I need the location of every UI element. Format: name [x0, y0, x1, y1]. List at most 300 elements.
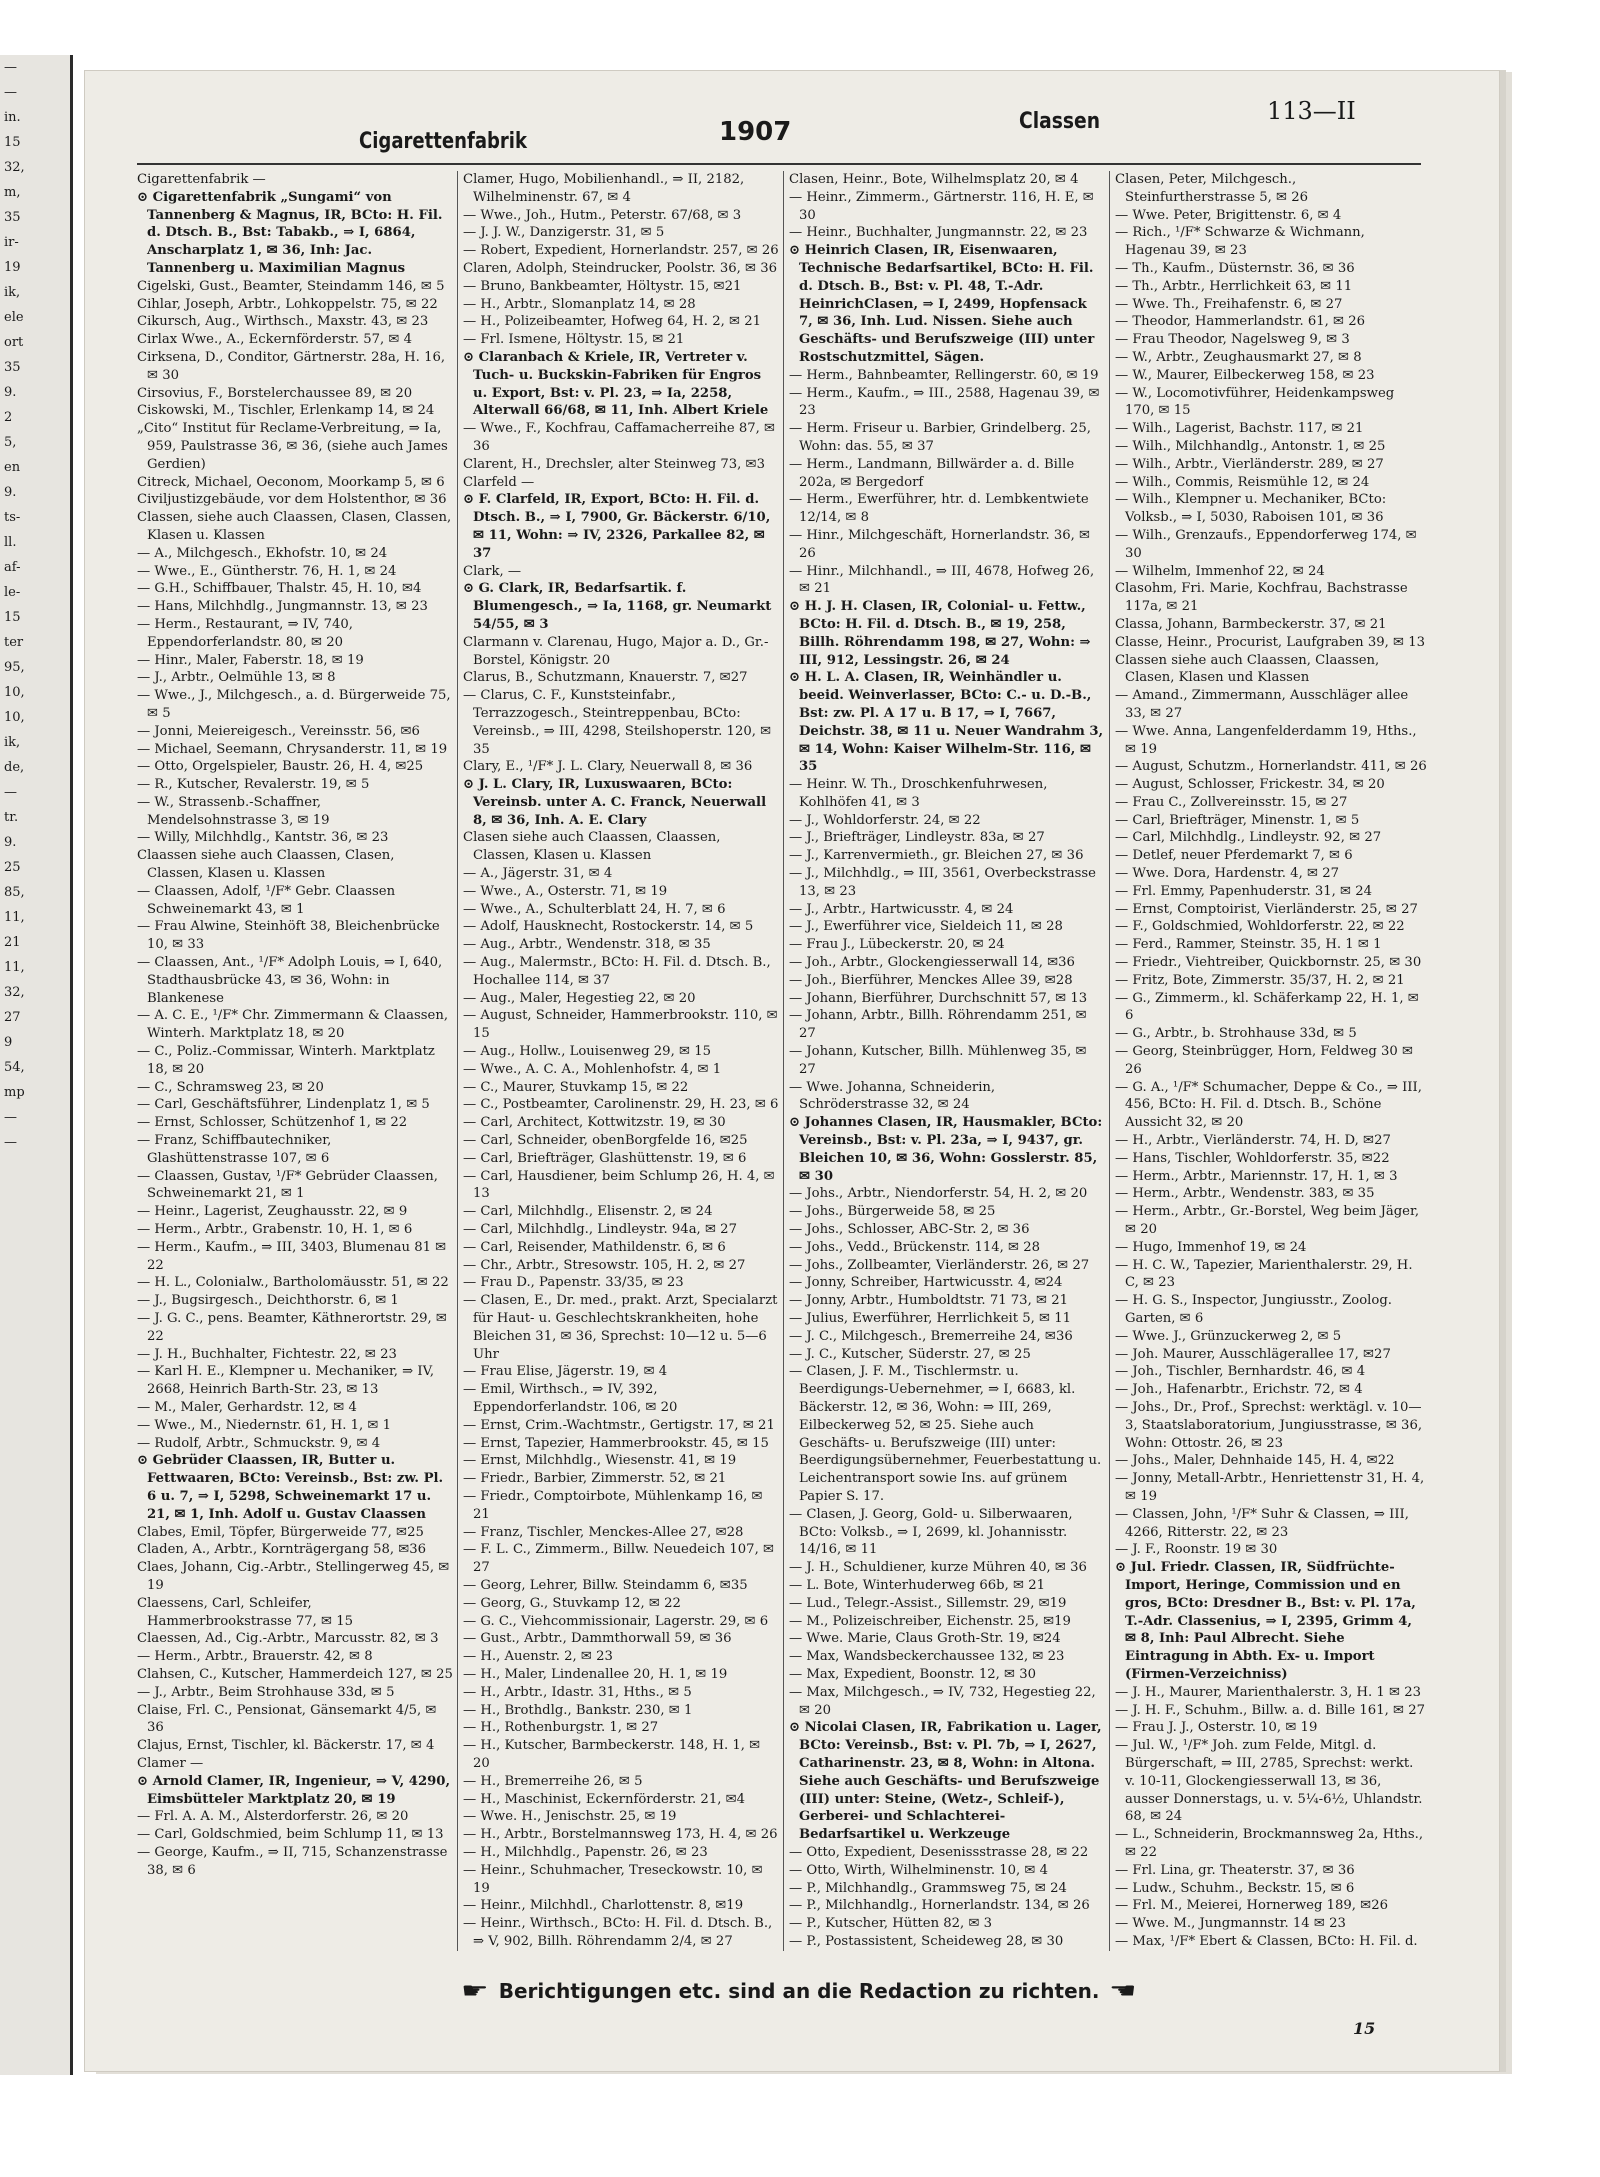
directory-entry: — P., Postassistent, Scheideweg 28, ✉ 30	[789, 1933, 1064, 1949]
prev-page-fragment: ele	[4, 310, 24, 325]
directory-entry: ⊙ Johannes Clasen, IR, Hausmakler, BCto: Vereinsb., Bst: v. Pl. 23a, ⇒ I, 9437, gr. Bleichen 10, ✉ 36, Wohn: Gosslerstr. 85, ✉ 30	[789, 1115, 1103, 1184]
directory-entry: Classe, Heinr., Procurist, Laufgraben 39, ✉ 13	[1115, 634, 1426, 650]
directory-entry: — Hinr., Milchgeschäft, Hornerlandstr. 36, ✉ 26	[789, 527, 1091, 561]
header-left-keyword: Cigarettenfabrik	[359, 129, 527, 154]
directory-entry: — G.H., Schiffbauer, Thalstr. 45, H. 10, ✉4	[137, 581, 422, 597]
directory-entry: — H. C. W., Tapezier, Marienthalerstr. 29, H. C, ✉ 23	[1115, 1257, 1413, 1291]
pointing-hand-icon: ☛	[461, 1979, 489, 2004]
directory-entry: — C., Maurer, Stuvkamp 15, ✉ 22	[463, 1079, 689, 1095]
directory-entry: — Johs., Zollbeamter, Vierländerstr. 26, ✉ 27	[789, 1257, 1090, 1273]
directory-entry: — Heinr., Wirthsch., BCto: H. Fil. d. Dtsch. B., ⇒ V, 902, Billh. Röhrendamm 2/4, ✉ 27	[463, 1916, 773, 1949]
directory-entry: — H., Arbtr., Vierländerstr. 74, H. D, ✉27	[1115, 1133, 1391, 1149]
directory-entry: — Jonny, Arbtr., Humboldtstr. 71 73, ✉ 21	[789, 1293, 1068, 1309]
directory-entry: — Wwe., Joh., Hutm., Peterstr. 67/68, ✉ 3	[463, 207, 742, 223]
directory-entry: — H., Arbtr., Borstelmannsweg 173, H. 4, ✉ 26	[463, 1827, 778, 1843]
directory-entry: — Aug., Malermstr., BCto: H. Fil. d. Dtsch. B., Hochallee 114, ✉ 37	[463, 955, 771, 988]
prev-page-fragment: 10,	[4, 710, 25, 725]
directory-entry: Classa, Johann, Barmbeckerstr. 37, ✉ 21	[1115, 616, 1387, 632]
directory-entry: — M., Maler, Gerhardstr. 12, ✉ 4	[137, 1399, 357, 1415]
directory-entry: — Carl, Hausdiener, beim Schlump 26, H. 4, ✉ 13	[463, 1168, 775, 1202]
directory-entry: — Johs., Arbtr., Niendorferstr. 54, H. 2, ✉ 20	[789, 1186, 1088, 1202]
prev-page-fragment: 35	[4, 360, 21, 375]
directory-entry: — Ernst, Milchhdlg., Wiesenstr. 41, ✉ 19	[463, 1453, 737, 1469]
directory-entry: Clasen, Peter, Milchgesch., Steinfurtherstrasse 5, ✉ 26	[1115, 172, 1308, 205]
directory-entry: ⊙ Claranbach & Kriele, IR, Vertreter v. Tuch- u. Buckskin-Fabriken für Engros u. Export, Bst: v. Pl. 23, ⇒ Ia, 2258, Alterwall 66/68, ✉ 11, Inh. Albert Kriele	[463, 349, 769, 419]
prev-page-fragment: 9.	[4, 835, 17, 850]
directory-entry: — Wilh., Milchhandlg., Antonstr. 1, ✉ 25	[1115, 438, 1386, 454]
directory-entry: Civiljustizgebäude, vor dem Holstenthor, ✉ 36	[137, 492, 447, 508]
sheet-number: 15	[1353, 2019, 1376, 2038]
directory-entry: — H., Bremerreihe 26, ✉ 5	[463, 1773, 643, 1789]
directory-entry: Cikursch, Aug., Wirthsch., Maxstr. 43, ✉ 23	[137, 314, 429, 330]
directory-entry: Clary, E., ¹/F* J. L. Clary, Neuerwall 8, ✉ 36	[463, 759, 753, 775]
prev-page-fragment: in.	[4, 110, 21, 125]
prev-page-fragment: 35	[4, 210, 21, 225]
directory-entry: — Hinr., Milchhandl., ⇒ III, 4678, Hofweg 26, ✉ 21	[789, 563, 1095, 597]
directory-entry: — Ernst, Crim.-Wachtmstr., Gertigstr. 17, ✉ 21	[463, 1417, 775, 1433]
directory-entry: — J. H. F., Schuhm., Billw. a. d. Bille 161, ✉ 27	[1115, 1702, 1425, 1718]
directory-entry: — Jonny, Schreiber, Hartwicusstr. 4, ✉24	[789, 1275, 1063, 1291]
directory-entry: — Clarus, C. F., Kunststeinfabr., Terrazzogesch., Steintreppenbau, BCto: Vereinsb., ⇒ III, 4298, Steilshoperstr. 120, ✉ 35	[463, 688, 772, 757]
prev-page-fragment: —	[4, 1110, 17, 1125]
directory-entry: — Friedr., Comptoirbote, Mühlenkamp 16, ✉ 21	[463, 1488, 763, 1522]
directory-entry: — Herm., Bahnbeamter, Rellingerstr. 60, ✉ 19	[789, 367, 1099, 383]
directory-entry: — J. F., Roonstr. 19 ✉ 30	[1115, 1542, 1278, 1558]
directory-entry: — Frl. A. A. M., Alsterdorferstr. 26, ✉ 20	[137, 1809, 409, 1825]
directory-entry: — Johs., Schlosser, ABC-Str. 2, ✉ 36	[789, 1222, 1030, 1238]
directory-entry: — Claassen, Ant., ¹/F* Adolph Louis, ⇒ I, 640, Stadthausbrücke 43, ✉ 36, Wohn: in Blankenese	[137, 955, 443, 1006]
prev-page-fragment: tr.	[4, 810, 19, 825]
directory-entry: — August, Schutzm., Hornerlandstr. 411, ✉ 26	[1115, 759, 1427, 775]
directory-entry: — Gust., Arbtr., Dammthorwall 59, ✉ 36	[463, 1631, 732, 1647]
directory-entry: — H., Maler, Lindenallee 20, H. 1, ✉ 19	[463, 1666, 728, 1682]
directory-entry: — Otto, Wirth, Wilhelminenstr. 10, ✉ 4	[789, 1862, 1049, 1878]
directory-entry: — Rich., ¹/F* Schwarze & Wichmann, Hagenau 39, ✉ 23	[1115, 225, 1365, 259]
directory-entry: — Michael, Seemann, Chrysanderstr. 11, ✉ 19	[137, 741, 448, 757]
directory-entry: — Wilhelm, Immenhof 22, ✉ 24	[1115, 563, 1325, 579]
prev-page-fragment: ll.	[4, 535, 17, 550]
page-footer	[85, 1979, 1499, 2019]
prev-page-fragment: de,	[4, 760, 25, 775]
directory-entry: — P., Kutscher, Hütten 82, ✉ 3	[789, 1916, 993, 1932]
directory-entry: — Ernst, Comptoirist, Vierländerstr. 25, ✉ 27	[1115, 901, 1418, 917]
directory-entry: — Carl, Architect, Kottwitzstr. 19, ✉ 30	[463, 1115, 726, 1131]
prev-page-fragment: —	[4, 1135, 17, 1150]
directory-entry: Classen siehe auch Claassen, Claassen, Clasen, Klasen und Klassen	[1115, 652, 1380, 686]
directory-entry: — Wwe., E., Güntherstr. 76, H. 1, ✉ 24	[137, 563, 397, 579]
directory-entry: Claden, A., Arbtr., Kornträgergang 58, ✉36	[137, 1542, 427, 1558]
corrections-note-text: Berichtigungen etc. sind an die Redaction zu richten.	[498, 1979, 1100, 2003]
directory-entry: — Wwe. Peter, Brigittenstr. 6, ✉ 4	[1115, 207, 1342, 223]
directory-entry: — A., Jägerstr. 31, ✉ 4	[463, 866, 613, 882]
directory-entry: — Georg, Lehrer, Billw. Steindamm 6, ✉35	[463, 1577, 748, 1593]
directory-entry: — Carl, Briefträger, Glashüttenstr. 19, ✉ 6	[463, 1150, 747, 1166]
directory-entry: — Th., Kaufm., Düsternstr. 36, ✉ 36	[1115, 260, 1355, 276]
directory-entry: — Detlef, neuer Pferdemarkt 7, ✉ 6	[1115, 848, 1353, 864]
directory-entry: ⊙ G. Clark, IR, Bedarfsartik. f. Blumengesch., ⇒ Ia, 1168, gr. Neumarkt 54/55, ✉ 3	[463, 581, 772, 632]
header-right-keyword: Classen	[1019, 109, 1101, 134]
directory-entry: — Herm. Friseur u. Barbier, Grindelberg. 25, Wohn: das. 55, ✉ 37	[789, 421, 1091, 454]
directory-entry: ⊙ Arnold Clamer, IR, Ingenieur, ⇒ V, 4290, Eimsbütteler Marktplatz 20, ✉ 19	[137, 1773, 451, 1807]
prev-page-fragment: m,	[4, 185, 21, 200]
directory-entry: — Joh., Hafenarbtr., Erichstr. 72, ✉ 4	[1115, 1382, 1363, 1398]
directory-entry: — Clasen, E., Dr. med., prakt. Arzt, Specialarzt für Haut- u. Geschlechtskrankheiten, hohe Bleichen 31, ✉ 36, Sprechst: 10—12 u. 5—6 Uhr	[463, 1293, 778, 1362]
directory-entry: — Wwe. Dora, Hardenstr. 4, ✉ 27	[1115, 866, 1339, 882]
directory-entry: — Heinr. W. Th., Droschkenfuhrwesen, Kohlhöfen 41, ✉ 3	[789, 777, 1048, 810]
directory-entry: — Carl, Milchhdlg., Lindleystr. 94a, ✉ 27	[463, 1222, 737, 1238]
directory-entry: Claise, Frl. C., Pensionat, Gänsemarkt 4/5, ✉ 36	[137, 1702, 437, 1736]
directory-entry: — Wwe. M., Jungmannstr. 14 ✉ 23	[1115, 1916, 1346, 1932]
column-4	[1115, 171, 1427, 1951]
directory-entry: — Herm., Arbtr., Gr.-Borstel, Weg beim Jäger, ✉ 20	[1115, 1204, 1420, 1238]
directory-entry: — Hans, Tischler, Wohldorferstr. 35, ✉22	[1115, 1150, 1390, 1166]
directory-entry: — Max, Expedient, Boonstr. 12, ✉ 30	[789, 1666, 1037, 1682]
directory-entry: — Heinr., Schuhmacher, Treseckowstr. 10, ✉ 19	[463, 1862, 763, 1896]
directory-entry: ⊙ Gebrüder Claassen, IR, Butter u. Fettwaaren, BCto: Vereinsb., Bst: zw. Pl. 6 u. 7, ⇒ I, 5298, Schweinemarkt 17 u. 21, ✉ 1, Inh. Adolf u. Gustav Claassen	[137, 1453, 444, 1522]
column-1	[137, 171, 453, 1951]
prev-page-fragment: 54,	[4, 1060, 25, 1075]
directory-entry: — Th., Arbtr., Herrlichkeit 63, ✉ 11	[1115, 278, 1353, 294]
directory-entry: — Frau D., Papenstr. 33/35, ✉ 23	[463, 1275, 684, 1291]
directory-entry: — Heinr., Zimmerm., Gärtnerstr. 116, H. E, ✉ 30	[789, 189, 1094, 223]
directory-entry: ⊙ F. Clarfeld, IR, Export, BCto: H. Fil. d. Dtsch. B., ⇒ I, 7900, Gr. Bäckerstr. 6/10, ✉ 11, Wohn: ⇒ IV, 2326, Parkallee 82, ✉ 37	[463, 492, 771, 561]
directory-entry: — G. A., ¹/F* Schumacher, Deppe & Co., ⇒ III, 456, BCto: H. Fil. d. Dtsch. B., Schöne Aussicht 32, ✉ 20	[1115, 1079, 1422, 1131]
directory-entry: — H., Auenstr. 2, ✉ 23	[463, 1649, 613, 1665]
directory-entry: — Classen, John, ¹/F* Suhr & Classen, ⇒ III, 4266, Ritterstr. 22, ✉ 23	[1115, 1506, 1409, 1540]
directory-entry: — Wilh., Klempner u. Mechaniker, BCto: Volksb., ⇒ I, 5030, Raboisen 101, ✉ 36	[1115, 492, 1387, 526]
directory-entry: — Frau Alwine, Steinhöft 38, Bleichenbrücke 10, ✉ 33	[137, 919, 440, 953]
directory-entry: — Ludw., Schuhm., Beckstr. 15, ✉ 6	[1115, 1880, 1355, 1896]
directory-entry: — Julius, Ewerführer, Herrlichkeit 5, ✉ 11	[789, 1311, 1072, 1326]
directory-entry: — Amand., Zimmermann, Ausschläger allee 33, ✉ 27	[1115, 688, 1409, 721]
directory-entry: — Carl, Reisender, Mathildenstr. 6, ✉ 6	[463, 1239, 726, 1255]
directory-entry: — J., Arbtr., Beim Strohhause 33d, ✉ 5	[137, 1684, 395, 1700]
directory-entry: — H., Kutscher, Barmbeckerstr. 148, H. 1, ✉ 20	[463, 1738, 761, 1771]
directory-entry: — R., Kutscher, Revalerstr. 19, ✉ 5	[137, 777, 370, 793]
header-year: 1907	[719, 117, 792, 147]
directory-entry: ⊙ Jul. Friedr. Classen, IR, Südfrüchte-Import, Heringe, Commission und en gros, BCto: Dresdner B., Bst: v. Pl. 17a, T.-Adr. Classenius, ⇒ I, 2395, Grimm 4, ✉ 8, Inh: Paul Albrecht. Siehe Eintragung in Abth. Ex- u. Import (Firmen-Verzeichniss)	[1115, 1560, 1416, 1682]
directory-entry: — Herm., Arbtr., Brauerstr. 42, ✉ 8	[137, 1649, 373, 1665]
prev-page-fragment: 95,	[4, 660, 25, 675]
directory-entry: — Heinr., Milchhdl., Charlottenstr. 8, ✉19	[463, 1898, 744, 1914]
page-header	[85, 71, 1499, 157]
directory-entry: ⊙ Nicolai Clasen, IR, Fabrikation u. Lager, BCto: Vereinsb., Bst: v. Pl. 7b, ⇒ I, 2627, Catharinenstr. 23, ✉ 8, Wohn: in Altona. Siehe auch Geschäfts- und Berufszweige (III) unter: Steine, (Wetz-, Schleif-), Gerberei- und Schlachterei-Bedarfsartikel u. Werkzeuge	[789, 1720, 1102, 1843]
directory-entry: — G., Zimmerm., kl. Schäferkamp 22, H. 1, ✉ 6	[1115, 990, 1419, 1024]
directory-entry: — H. L., Colonialw., Bartholomäusstr. 51, ✉ 22	[137, 1275, 449, 1291]
directory-entry: — Joh., Arbtr., Glockengiesserwall 14, ✉36	[789, 955, 1075, 971]
directory-entry: — F., Goldschmied, Wohldorferstr. 22, ✉ 22	[1115, 919, 1405, 935]
directory-entry: — Wwe., F., Kochfrau, Caffamacherreihe 87, ✉ 36	[463, 421, 776, 454]
directory-entry: — J., Karrenvermieth., gr. Bleichen 27, ✉ 36	[789, 848, 1084, 864]
directory-entry: — Max, Milchgesch., ⇒ IV, 732, Hegestieg 22, ✉ 20	[789, 1684, 1096, 1718]
directory-entry: — Emil, Wirthsch., ⇒ IV, 392, Eppendorferlandstr. 106, ✉ 20	[463, 1382, 678, 1415]
directory-entry: — Rudolf, Arbtr., Schmuckstr. 9, ✉ 4	[137, 1435, 381, 1451]
directory-entry: — Wwe., J., Milchgesch., a. d. Bürgerweide 75, ✉ 5	[137, 688, 451, 721]
directory-page	[84, 70, 1500, 2072]
prev-page-fragment: af-	[4, 560, 21, 575]
directory-entry: — Wilh., Lagerist, Bachstr. 117, ✉ 21	[1115, 421, 1364, 437]
directory-entry: — Joh., Tischler, Bernhardstr. 46, ✉ 4	[1115, 1364, 1366, 1380]
directory-entry: — Wwe., A. C. A., Mohlenhofstr. 4, ✉ 1	[463, 1061, 722, 1077]
directory-entry: ⊙ H. J. H. Clasen, IR, Colonial- u. Fettw., BCto: H. Fil. d. Dtsch. B., ✉ 19, 258, Billh. Röhrendamm 198, ✉ 27, Wohn: ⇒ III, 912, Lessingstr. 26, ✉ 24	[789, 599, 1091, 668]
directory-entry: — Robert, Expedient, Hornerlandstr. 257, ✉ 26	[463, 243, 779, 259]
directory-entry: Citreck, Michael, Oeconom, Moorkamp 5, ✉ 6	[137, 474, 445, 490]
directory-entry: — Wwe., M., Niedernstr. 61, H. 1, ✉ 1	[137, 1417, 392, 1433]
prev-page-fragment: mp	[4, 1085, 25, 1100]
directory-entry: — Jonny, Metall-Arbtr., Henriettenstr 31, H. 4, ✉ 19	[1115, 1471, 1425, 1504]
directory-entry: ⊙ H. L. A. Clasen, IR, Weinhändler u. beeid. Weinverlasser, BCto: C.- u. D.-B., Bst: zw. Pl. A 17 u. B 17, ⇒ I, 7667, Deichstr. 38, ✉ 11 u. Neuer Wandrahm 3, ✉ 14, Wohn: Kaiser Wilhelm-Str. 116, ✉ 35	[789, 670, 1104, 775]
directory-entry: — August, Schneider, Hammerbrookstr. 110, ✉ 15	[463, 1008, 778, 1042]
directory-entry: — W., Strassenb.-Schaffner, Mendelsohnstrasse 3, ✉ 19	[137, 794, 330, 828]
directory-entry: — Jul. W., ¹/F* Joh. zum Felde, Mitgl. d. Bürgerschaft, ⇒ III, 2785, Sprechst: werkt. v. 10-11, Glockengiesserwall 13, ✉ 36, ausser Donnerstags, u. v. 5¼-6½, Uhlandstr. 68, ✉ 24	[1115, 1738, 1423, 1825]
directory-entry: — Joh. Maurer, Ausschlägerallee 17, ✉27	[1115, 1346, 1391, 1362]
directory-entry: Cirksena, D., Conditor, Gärtnerstr. 28a, H. 16, ✉ 30	[137, 349, 446, 383]
directory-entry: Classen, siehe auch Claassen, Clasen, Classen, Klasen u. Klassen	[137, 510, 452, 543]
prev-page-fragment: 9.	[4, 385, 17, 400]
directory-entry: — H. G. S., Inspector, Jungiusstr., Zoolog. Garten, ✉ 6	[1115, 1293, 1392, 1326]
directory-entry: — Frl. Emmy, Papenhuderstr. 31, ✉ 24	[1115, 883, 1373, 899]
directory-entry: Clamer —	[137, 1755, 204, 1771]
directory-entry: Cirlax Wwe., A., Eckernförderstr. 57, ✉ 4	[137, 332, 413, 348]
directory-entry: — H., Rothenburgstr. 1, ✉ 27	[463, 1720, 659, 1736]
directory-entry: Clasen siehe auch Claassen, Claassen, Classen, Klasen u. Klassen	[463, 830, 721, 864]
directory-entry: — L., Schneiderin, Brockmannsweg 2a, Hths., ✉ 22	[1115, 1827, 1424, 1860]
directory-entry: Clarus, B., Schutzmann, Knauerstr. 7, ✉27	[463, 670, 748, 686]
directory-entry: — Wwe. H., Jenischstr. 25, ✉ 19	[463, 1809, 677, 1825]
prev-page-fragment: 19	[4, 260, 21, 275]
prev-page-fragment: 9.	[4, 485, 17, 500]
directory-entry: — Max, ¹/F* Ebert & Classen, BCto: H. Fil. d.	[1115, 1933, 1418, 1949]
directory-entry: — Frl. M., Meierei, Hornerweg 189, ✉26	[1115, 1898, 1389, 1914]
directory-entry: — J. C., Kutscher, Süderstr. 27, ✉ 25	[789, 1346, 1031, 1362]
prev-page-fragment: 11,	[4, 910, 25, 925]
directory-entry: — Joh., Bierführer, Menckes Allee 39, ✉28	[789, 972, 1073, 988]
directory-entry: „Cito“ Institut für Reclame-Verbreitung, ⇒ Ia, 959, Paulstrasse 36, ✉ 36, (siehe auch James Gerdien)	[137, 421, 448, 472]
directory-entry: — Herm., Arbtr., Mariennstr. 17, H. 1, ✉ 3	[1115, 1168, 1398, 1184]
directory-entry: ⊙ Heinrich Clasen, IR, Eisenwaaren, Technische Bedarfsartikel, BCto: H. Fil. d. Dtsch. B., Bst: v. Pl. 48, T.-Adr. HeinrichClasen, ⇒ I, 2499, Hopfensack 7, ✉ 36, Inh. Lud. Nissen. Siehe auch Geschäfts- und Berufszweige (III) unter Rostschutzmittel, Sägen.	[789, 243, 1095, 365]
entry-columns	[137, 171, 1427, 1951]
directory-entry: — H., Maschinist, Eckernförderstr. 21, ✉4	[463, 1791, 746, 1807]
directory-entry: — Herm., Restaurant, ⇒ IV, 740, Eppendorferlandstr. 80, ✉ 20	[137, 616, 353, 650]
prev-page-fragment: 5,	[4, 435, 17, 450]
directory-entry: — Hans, Milchhdlg., Jungmannstr. 13, ✉ 23	[137, 599, 428, 615]
directory-entry: — H., Arbtr., Idastr. 31, Hths., ✉ 5	[463, 1684, 692, 1700]
prev-page-fragment: 32,	[4, 985, 25, 1000]
directory-entry: — Herm., Arbtr., Wendenstr. 383, ✉ 35	[1115, 1186, 1375, 1202]
prev-page-fragment: 27	[4, 1010, 21, 1025]
directory-entry: — Wwe. Th., Freihafenstr. 6, ✉ 27	[1115, 296, 1343, 312]
directory-entry: — Ferd., Rammer, Steinstr. 35, H. 1 ✉ 1	[1115, 937, 1382, 953]
directory-entry: — Claassen, Gustav, ¹/F* Gebrüder Claassen, Schweinemarkt 21, ✉ 1	[137, 1168, 438, 1202]
directory-entry: — Friedr., Viehtreiber, Quickbornstr. 25, ✉ 30	[1115, 955, 1422, 971]
directory-entry: — Wwe. Anna, Langenfelderdamm 19, Hths., ✉ 19	[1115, 723, 1417, 757]
directory-entry: — H., Polizeibeamter, Hofweg 64, H. 2, ✉ 21	[463, 314, 761, 330]
prev-page-fragment: 85,	[4, 885, 25, 900]
directory-entry: — Herm., Kaufm., ⇒ III., 2588, Hagenau 39, ✉ 23	[789, 385, 1100, 419]
directory-entry: — Frau Theodor, Nagelsweg 9, ✉ 3	[1115, 332, 1350, 348]
column-divider	[457, 171, 458, 1951]
directory-entry: Claren, Adolph, Steindrucker, Poolstr. 36, ✉ 36	[463, 260, 778, 276]
directory-entry: — J. J. W., Danzigerstr. 31, ✉ 5	[463, 225, 665, 241]
directory-entry: — Wilh., Arbtr., Vierländerstr. 289, ✉ 27	[1115, 456, 1384, 472]
directory-entry: Cihlar, Joseph, Arbtr., Lohkoppelstr. 75, ✉ 22	[137, 296, 438, 312]
prev-page-fragment: 9	[4, 1035, 13, 1050]
directory-entry: — J. G. C., pens. Beamter, Käthnerortstr. 29, ✉ 22	[137, 1311, 447, 1344]
directory-entry: — Johs., Bürgerweide 58, ✉ 25	[789, 1204, 996, 1220]
directory-entry: Clabes, Emil, Töpfer, Bürgerweide 77, ✉25	[137, 1524, 424, 1540]
directory-entry: ⊙ J. L. Clary, IR, Luxuswaaren, BCto: Vereinsb. unter A. C. Franck, Neuerwall 8, ✉ 36, Inh. A. E. Clary	[463, 777, 767, 828]
column-3	[789, 171, 1105, 1951]
directory-entry: Claessens, Carl, Schleifer, Hammerbrookstrasse 77, ✉ 15	[137, 1595, 354, 1629]
directory-entry: — C., Schramsweg 23, ✉ 20	[137, 1079, 324, 1095]
directory-entry: — Frl. Lina, gr. Theaterstr. 37, ✉ 36	[1115, 1862, 1355, 1878]
prev-page-fragment: ir-	[4, 235, 19, 250]
directory-entry: — Otto, Orgelspieler, Baustr. 26, H. 4, ✉25	[137, 759, 424, 775]
page-number: 113—II	[1267, 97, 1356, 125]
directory-entry: — J., Wohldorferstr. 24, ✉ 22	[789, 812, 981, 828]
directory-entry: — Frau J., Lübeckerstr. 20, ✉ 24	[789, 937, 1005, 953]
directory-entry: — P., Milchhandlg., Grammsweg 75, ✉ 24	[789, 1880, 1067, 1896]
directory-entry: — Wilh., Commis, Reismühle 12, ✉ 24	[1115, 474, 1370, 490]
directory-entry: Clarmann v. Clarenau, Hugo, Major a. D., Gr.-Borstel, Königstr. 20	[463, 634, 769, 668]
directory-entry: Claassen siehe auch Claassen, Clasen, Classen, Klasen u. Klassen	[137, 848, 395, 882]
directory-entry: — C., Postbeamter, Carolinenstr. 29, H. 23, ✉ 6	[463, 1097, 779, 1113]
directory-entry: — Lud., Telegr.-Assist., Sillemstr. 29, ✉19	[789, 1595, 1067, 1611]
directory-entry: — Carl, Milchhdlg., Lindleystr. 92, ✉ 27	[1115, 830, 1382, 846]
directory-entry: — C., Poliz.-Commissar, Winterh. Marktplatz 18, ✉ 20	[137, 1044, 435, 1077]
prev-page-fragment: le-	[4, 585, 21, 600]
directory-entry: Clajus, Ernst, Tischler, kl. Bäckerstr. 17, ✉ 4	[137, 1738, 435, 1754]
directory-entry: — J. C., Milchgesch., Bremerreihe 24, ✉36	[789, 1328, 1073, 1344]
previous-page-edge	[0, 55, 73, 2075]
directory-entry: Clarent, H., Drechsler, alter Steinweg 73, ✉3	[463, 456, 765, 472]
directory-entry: — A. C. E., ¹/F* Chr. Zimmermann & Claassen, Winterh. Marktplatz 18, ✉ 20	[137, 1008, 449, 1042]
prev-page-fragment: ter	[4, 635, 24, 650]
directory-entry: — Aug., Arbtr., Wendenstr. 318, ✉ 35	[463, 937, 711, 953]
directory-entry: ⊙ Cigarettenfabrik „Sungami“ von Tannenberg & Magnus, IR, BCto: H. Fil. d. Dtsch. B., Bst: Tabakb., ⇒ I, 6864, Anscharplatz 1, ✉ 36, Inh: Jac. Tannenberg u. Maximilian Magnus	[137, 189, 443, 276]
directory-entry: Clasen, Heinr., Bote, Wilhelmsplatz 20, ✉ 4	[789, 172, 1079, 187]
directory-entry: Clark, —	[463, 563, 522, 579]
directory-entry: — Johann, Bierführer, Durchschnitt 57, ✉ 13	[789, 990, 1088, 1006]
prev-page-fragment: —	[4, 60, 17, 75]
directory-entry: Claes, Johann, Cig.-Arbtr., Stellingerweg 45, ✉ 19	[137, 1560, 450, 1593]
directory-entry: — Friedr., Barbier, Zimmerstr. 52, ✉ 21	[463, 1471, 727, 1487]
directory-entry: — Clasen, J. F. M., Tischlermstr. u. Beerdigungs-Uebernehmer, ⇒ I, 6683, kl. Bäckerstr. 12, ✉ 36, Wohn: ⇒ III, 269, Eilbeckerweg 52, ✉ 25. Siehe auch Geschäfts- u. Berufszweige (III) unter: Beerdigungsübernehmer, Feuerbestattung u. Leichentransport sowie Ins. auf grünem Papier S. 17.	[789, 1364, 1102, 1504]
prev-page-fragment: 15	[4, 610, 21, 625]
header-rule	[137, 163, 1421, 165]
prev-page-fragment: 21	[4, 935, 21, 950]
directory-entry: — Johann, Arbtr., Billh. Röhrendamm 251, ✉ 27	[789, 1008, 1087, 1042]
directory-entry: — W., Arbtr., Zeughausmarkt 27, ✉ 8	[1115, 349, 1362, 365]
prev-page-fragment: 10,	[4, 685, 25, 700]
directory-entry: Clarfeld —	[463, 474, 535, 490]
directory-entry: — Aug., Maler, Hegestieg 22, ✉ 20	[463, 990, 696, 1006]
directory-entry: — Wwe., A., Osterstr. 71, ✉ 19	[463, 883, 668, 899]
directory-entry: — August, Schlosser, Frickestr. 34, ✉ 20	[1115, 777, 1385, 793]
directory-entry: — Clasen, J. Georg, Gold- u. Silberwaaren, BCto: Volksb., ⇒ I, 2699, kl. Johannisstr. 14/16, ✉ 11	[789, 1506, 1073, 1558]
directory-entry: — Herm., Arbtr., Grabenstr. 10, H. 1, ✉ 6	[137, 1222, 413, 1238]
directory-entry: — Willy, Milchhdlg., Kantstr. 36, ✉ 23	[137, 830, 389, 846]
directory-entry: Cirsovius, F., Borstelerchaussee 89, ✉ 20	[137, 385, 413, 401]
directory-entry: — L. Bote, Winterhuderweg 66b, ✉ 21	[789, 1577, 1045, 1593]
directory-entry: Claessen, Ad., Cig.-Arbtr., Marcusstr. 82, ✉ 3	[137, 1631, 439, 1647]
directory-entry: — Ernst, Schlosser, Schützenhof 1, ✉ 22	[137, 1115, 408, 1131]
directory-entry: — Fritz, Bote, Zimmerstr. 35/37, H. 2, ✉ 21	[1115, 972, 1405, 988]
directory-entry: — Theodor, Hammerlandstr. 61, ✉ 26	[1115, 314, 1366, 330]
directory-entry: — Karl H. E., Klempner u. Mechaniker, ⇒ IV, 2668, Heinrich Barth-Str. 23, ✉ 13	[137, 1364, 435, 1398]
directory-entry: — G., Arbtr., b. Strohhause 33d, ✉ 5	[1115, 1026, 1357, 1042]
directory-entry: — Max, Wandsbeckerchaussee 132, ✉ 23	[789, 1649, 1065, 1665]
directory-entry: — Hugo, Immenhof 19, ✉ 24	[1115, 1239, 1307, 1255]
prev-page-fragment: —	[4, 85, 17, 100]
directory-entry: — Heinr., Lagerist, Zeughausstr. 22, ✉ 9	[137, 1204, 408, 1220]
prev-page-fragment: 25	[4, 860, 21, 875]
directory-entry: — Franz, Tischler, Menckes-Allee 27, ✉28	[463, 1524, 744, 1540]
directory-entry: — J., Ewerführer vice, Sieldeich 11, ✉ 28	[789, 919, 1063, 935]
directory-entry: — Hinr., Maler, Faberstr. 18, ✉ 19	[137, 652, 364, 668]
directory-entry: — Ernst, Tapezier, Hammerbrookstr. 45, ✉ 15	[463, 1435, 769, 1451]
directory-entry: — Aug., Hollw., Louisenweg 29, ✉ 15	[463, 1044, 711, 1060]
directory-entry: — Frl. Ismene, Höltystr. 15, ✉ 21	[463, 332, 685, 348]
directory-entry: Clasohm, Fri. Marie, Kochfrau, Bachstrasse 117a, ✉ 21	[1115, 581, 1408, 615]
directory-entry: — J. H., Maurer, Marienthalerstr. 3, H. 1 ✉ 23	[1115, 1684, 1422, 1700]
directory-entry: — Wwe. J., Grünzuckerweg 2, ✉ 5	[1115, 1328, 1342, 1344]
directory-entry: — Johs., Dr., Prof., Sprechst: werktägl. v. 10—3, Staatslaboratorium, Jungiusstrasse, ✉ 36, Wohn: Ottostr. 26, ✉ 23	[1115, 1399, 1423, 1451]
directory-entry: — Carl, Briefträger, Minenstr. 1, ✉ 5	[1115, 812, 1360, 828]
directory-entry: — H., Brothdlg., Bankstr. 230, ✉ 1	[463, 1702, 693, 1718]
directory-entry: — J., Milchhdlg., ⇒ III, 3561, Overbeckstrasse 13, ✉ 23	[789, 866, 1096, 899]
directory-entry: — Johs., Maler, Dehnhaide 145, H. 4, ✉22	[1115, 1453, 1395, 1469]
prev-page-fragment: 2	[4, 410, 13, 425]
directory-entry: — W., Maurer, Eilbeckerweg 158, ✉ 23	[1115, 367, 1375, 383]
directory-entry: — G. C., Viehcommissionair, Lagerstr. 29, ✉ 6	[463, 1613, 769, 1629]
directory-entry: — J., Arbtr., Hartwicusstr. 4, ✉ 24	[789, 901, 1014, 917]
directory-entry: — Herm., Kaufm., ⇒ III, 3403, Blumenau 81 ✉ 22	[137, 1239, 447, 1273]
directory-entry: — Chr., Arbtr., Stresowstr. 105, H. 2, ✉ 27	[463, 1257, 746, 1273]
directory-entry: — P., Milchhandlg., Hornerlandstr. 134, ✉ 26	[789, 1898, 1090, 1914]
prev-page-fragment: ort	[4, 335, 24, 350]
directory-entry: — Bruno, Bankbeamter, Höltystr. 15, ✉21	[463, 278, 742, 294]
prev-page-fragment: ik,	[4, 735, 21, 750]
directory-entry: Clahsen, C., Kutscher, Hammerdeich 127, ✉ 25	[137, 1666, 453, 1682]
directory-entry: — M., Polizeischreiber, Eichenstr. 25, ✉19	[789, 1613, 1071, 1629]
directory-entry: — J., Bugsirgesch., Deichthorstr. 6, ✉ 1	[137, 1293, 399, 1309]
corrections-note	[461, 1979, 1138, 2004]
prev-page-fragment: 15	[4, 135, 21, 150]
directory-entry: — Johann, Kutscher, Billh. Mühlenweg 35, ✉ 27	[789, 1044, 1087, 1077]
directory-entry: Clamer, Hugo, Mobilienhandl., ⇒ II, 2182, Wilhelminenstr. 67, ✉ 4	[463, 172, 745, 205]
prev-page-fragment: ts-	[4, 510, 21, 525]
directory-entry: — Wilh., Grenzaufs., Eppendorferweg 174, ✉ 30	[1115, 527, 1417, 561]
directory-entry: — Herm., Ewerführer, htr. d. Lembkentwiete 12/14, ✉ 8	[789, 492, 1089, 526]
directory-entry: — Claassen, Adolf, ¹/F* Gebr. Claassen Schweinemarkt 43, ✉ 1	[137, 883, 396, 917]
directory-entry: — Frau J. J., Osterstr. 10, ✉ 19	[1115, 1720, 1318, 1736]
directory-entry: — J., Arbtr., Oelmühle 13, ✉ 8	[137, 670, 336, 686]
directory-entry: — J., Briefträger, Lindleystr. 83a, ✉ 27	[789, 830, 1045, 846]
directory-entry: — W., Locomotivführer, Heidenkampsweg 170, ✉ 15	[1115, 385, 1395, 419]
directory-entry: — Jonni, Meiereigesch., Vereinsstr. 56, ✉6	[137, 723, 420, 739]
directory-entry: Cigarettenfabrik —	[137, 172, 266, 187]
directory-entry: — Frau Elise, Jägerstr. 19, ✉ 4	[463, 1364, 668, 1380]
directory-entry: — H., Arbtr., Slomanplatz 14, ✉ 28	[463, 296, 696, 312]
prev-page-fragment: —	[4, 785, 17, 800]
directory-entry: — Wwe. Marie, Claus Groth-Str. 19, ✉24	[789, 1631, 1061, 1647]
directory-entry: — Carl, Schneider, obenBorgfelde 16, ✉25	[463, 1133, 748, 1149]
pointing-hand-icon: ☛	[1109, 1979, 1138, 2004]
prev-page-fragment: 32,	[4, 160, 25, 175]
directory-entry: — H., Milchhdlg., Papenstr. 26, ✉ 23	[463, 1844, 708, 1860]
directory-entry: — Carl, Goldschmied, beim Schlump 11, ✉ 13	[137, 1827, 444, 1843]
